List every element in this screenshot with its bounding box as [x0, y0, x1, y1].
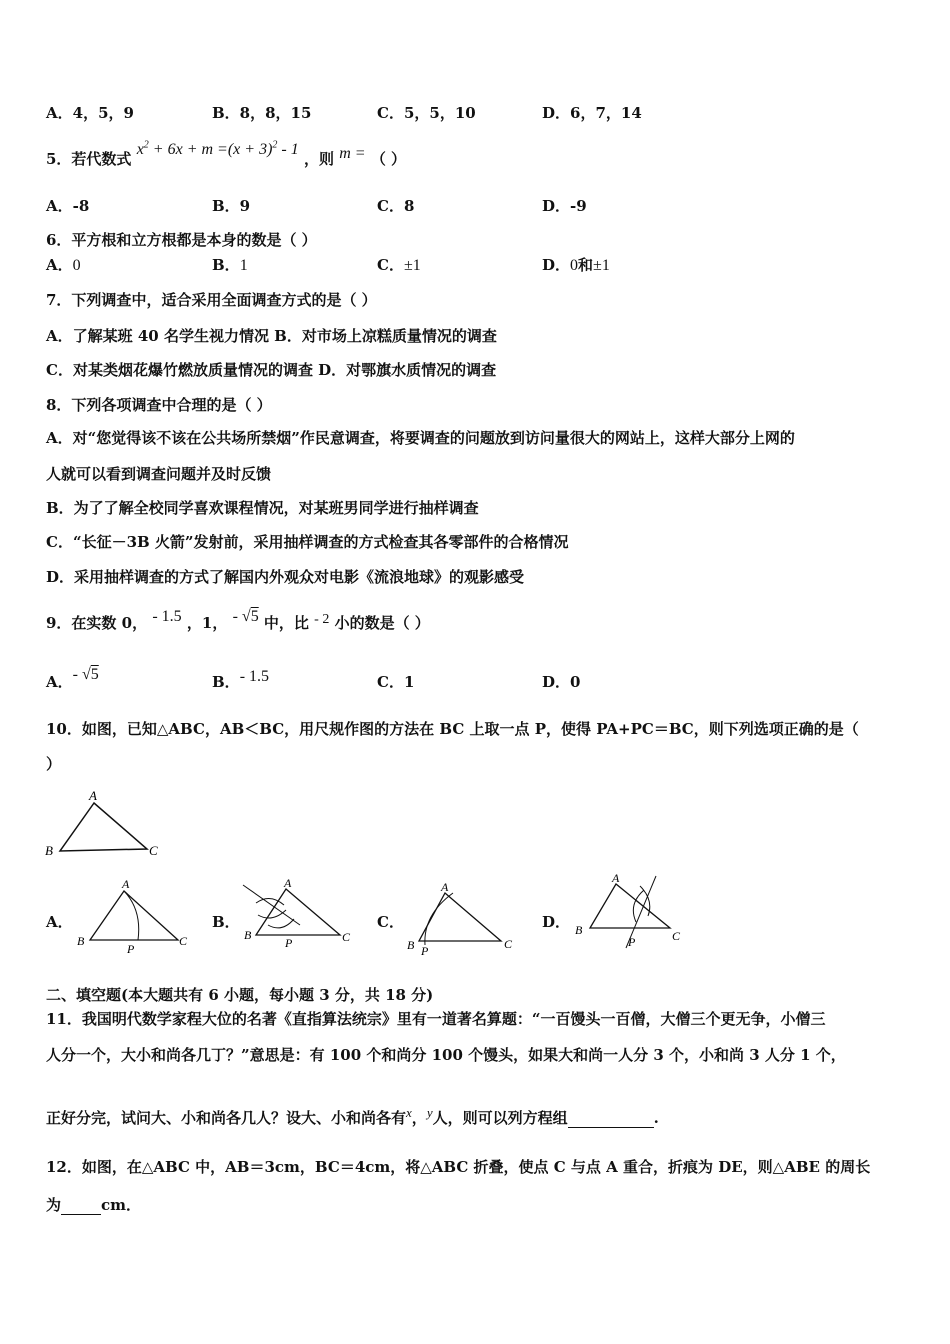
svg-text:C: C — [342, 930, 351, 944]
q12-answer-blank[interactable] — [61, 1196, 101, 1215]
triangle-abc — [60, 803, 147, 851]
svg-text:P: P — [127, 942, 135, 955]
q5-option-d: D．-9 — [542, 197, 587, 215]
svg-text:A: A — [284, 876, 292, 890]
q7-options-ab: A．了解某班 40 名学生视力情况 B．对市场上凉糕质量情况的调查 — [46, 327, 497, 345]
q10-option-d-figure — [568, 870, 693, 955]
q10-option-b-label: B． — [212, 913, 240, 931]
q11-var-y: y — [426, 1105, 433, 1120]
q7-options-cd: C．对某类烟花爆竹燃放质量情况的调查 D．对鄂旗水质情况的调查 — [46, 361, 497, 379]
q9-option-d: D．0 — [542, 673, 581, 691]
q10-stem-line1: 10．如图，已知△ABC，AB＜BC，用尺规作图的方法在 BC 上取一点 P，使得 PA+PC＝BC，则下列选项正确的是（ — [46, 720, 859, 738]
q10-stem-line2: ） — [46, 755, 62, 773]
q8-stem: 8．下列各项调查中合理的是（ ） — [46, 396, 272, 414]
svg-text:A: A — [612, 871, 620, 885]
q8-option-a-line1: A．对“您觉得该不该在公共场所禁烟”作民意调查，将要调查的问题放到访问量很大的网站上，这样大部分上网的 — [46, 429, 795, 447]
svg-text:B: B — [575, 923, 583, 937]
svg-text:P: P — [285, 936, 293, 950]
q9-option-a: A．- √5 — [46, 666, 99, 691]
q10-option-b-figure — [238, 875, 363, 955]
q11-line2: 人分一个，大小和尚各几丁？”意思是：有 100 个和尚分 100 个馒头，如果大和尚一人分 3 个，小和尚 3 人分 1 个， — [46, 1046, 846, 1064]
q10-option-d-label: D． — [542, 913, 571, 931]
svg-text:B: B — [77, 934, 85, 948]
q5-stem — [46, 139, 407, 169]
q12-line1: 12．如图，在△ABC 中，AB＝3cm，BC＝4cm，将△ABC 折叠，使点 C 与点 A 重合，折痕为 DE，则△ABE 的周长 — [46, 1158, 871, 1176]
q5-m-equals: m = — [339, 145, 366, 162]
q5-paren: （ ） — [370, 150, 407, 168]
q4-option-c: C．5，5，10 — [377, 104, 476, 122]
label-b: B — [45, 843, 53, 858]
q8-option-d: D．采用抽样调查的方式了解国内外观众对电影《流浪地球》的观影感受 — [46, 568, 525, 586]
q9-number-neg-2: - 2 — [314, 612, 330, 627]
svg-text:P: P — [628, 935, 636, 949]
q5-expression: $x^2 + 6x + m =(x + 3)^2 - 1$ — [136, 139, 299, 158]
q9-stem: 9．在实数 0， - 1.5 ，1， - √5 中，比 - 2 小的数是（ ） — [46, 608, 430, 632]
q7-stem: 7．下列调查中，适合采用全面调查方式的是（ ） — [46, 291, 377, 309]
q10-option-a-figure — [72, 875, 197, 955]
svg-text:P: P — [421, 944, 429, 958]
q6-option-b: B．1 — [212, 256, 248, 274]
q11-answer-blank[interactable] — [568, 1109, 654, 1128]
q5-then: ，则 — [303, 150, 334, 168]
q5-option-a: A．-8 — [46, 197, 90, 215]
q6-option-c: C．±1 — [377, 256, 421, 274]
q4-option-d: D．6，7，14 — [542, 104, 642, 122]
q5-prefix: 5．若代数式 — [46, 150, 132, 168]
svg-text:C: C — [672, 929, 681, 943]
svg-text:B: B — [244, 928, 252, 942]
q9-number-neg-1-5: - 1.5 — [152, 608, 182, 625]
q6-option-d: D．0和±1 — [542, 256, 610, 274]
svg-text:B: B — [407, 938, 415, 952]
q12-line2: 为 cm． — [46, 1196, 142, 1214]
section-2-title: 二、填空题(本大题共有 6 小题，每小题 3 分，共 18 分) — [46, 986, 434, 1004]
q6-stem: 6．平方根和立方根都是本身的数是（ ） — [46, 231, 317, 249]
q4-option-a: A．4，5，9 — [46, 104, 134, 122]
q4-option-b: B．8，8，15 — [212, 104, 312, 122]
q6-option-a: A．0 — [46, 256, 81, 274]
svg-text:C: C — [504, 937, 513, 951]
q10-option-c-label: C． — [377, 913, 404, 931]
label-a: A — [89, 788, 97, 803]
q9-number-neg-sqrt5: - √5 — [232, 608, 259, 625]
q8-option-b: B．为了了解全校同学喜欢课程情况，对某班男同学进行抽样调查 — [46, 499, 479, 517]
q9-option-c: C．1 — [377, 673, 415, 691]
q10-option-a-label: A． — [46, 913, 73, 931]
q9-option-b: B．- 1.5 — [212, 668, 270, 691]
q5-option-b: B．9 — [212, 197, 251, 215]
q10-main-triangle-figure — [40, 782, 170, 862]
q8-option-a-line2: 人就可以看到调查问题并及时反馈 — [46, 465, 272, 483]
q11-var-x: x — [406, 1105, 412, 1120]
q10-option-c-figure — [403, 875, 523, 960]
label-c: C — [149, 843, 158, 858]
q8-option-c: C．“长征－3B 火箭”发射前，采用抽样调查的方式检查其各零部件的合格情况 — [46, 533, 569, 551]
svg-text:A: A — [441, 880, 449, 894]
svg-text:A: A — [122, 877, 130, 891]
q5-option-c: C．8 — [377, 197, 415, 215]
q11-line3: 正好分完，试问大、小和尚各几人？设大、小和尚各有x，y人，则可以列方程组 . — [46, 1105, 659, 1127]
svg-text:C: C — [179, 934, 188, 948]
q11-line1: 11．我国明代数学家程大位的名著《直指算法统宗》里有一道著名算题：“一百馒头一百僧，大僧三个更无争，小僧三 — [46, 1010, 826, 1028]
